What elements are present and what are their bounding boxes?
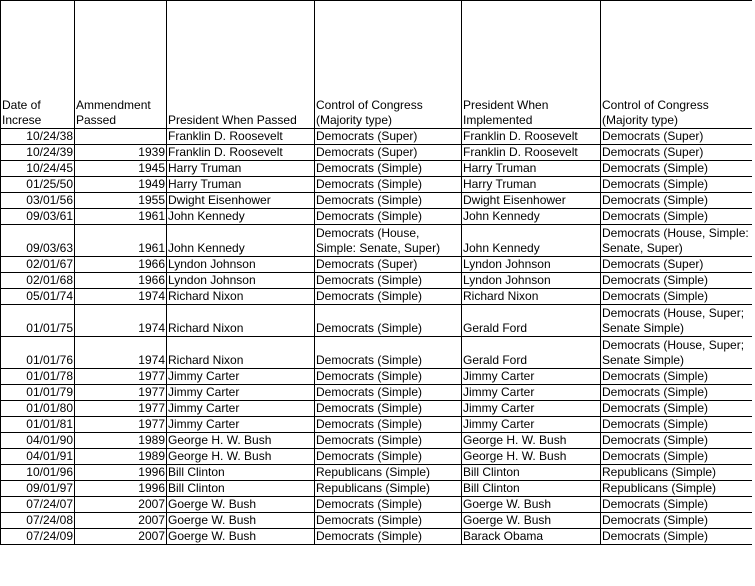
- cell-president-passed: John Kennedy: [167, 209, 315, 225]
- cell-date: 07/24/08: [1, 513, 75, 529]
- cell-president-passed: George H. W. Bush: [167, 433, 315, 449]
- cell-president-implemented: Goerge W. Bush: [462, 513, 601, 529]
- header-amendment: Ammendment Passed: [75, 1, 167, 129]
- cell-congress-passed: Democrats (Super): [315, 145, 462, 161]
- cell-amendment: 1989: [75, 433, 167, 449]
- table-header: [1, 1, 752, 129]
- cell-president-implemented: Gerald Ford: [462, 337, 601, 369]
- cell-amendment: 1966: [75, 257, 167, 273]
- table-row: [1, 433, 752, 449]
- cell-congress-passed: Democrats (Super): [315, 129, 462, 145]
- cell-date: 09/03/61: [1, 209, 75, 225]
- cell-congress-implemented: Democrats (Simple): [601, 209, 752, 225]
- cell-congress-passed: Democrats (Simple): [315, 209, 462, 225]
- cell-congress-implemented: Democrats (Simple): [601, 513, 752, 529]
- cell-president-implemented: George H. W. Bush: [462, 449, 601, 465]
- cell-date: 02/01/67: [1, 257, 75, 273]
- cell-amendment: [75, 129, 167, 145]
- cell-congress-implemented: Democrats (Simple): [601, 177, 752, 193]
- cell-president-passed: Franklin D. Roosevelt: [167, 145, 315, 161]
- header-president-implemented: President When Implemented: [462, 1, 601, 129]
- cell-date: 05/01/74: [1, 289, 75, 305]
- table-row: [1, 129, 752, 145]
- cell-president-passed: George H. W. Bush: [167, 449, 315, 465]
- table-row: [1, 497, 752, 513]
- cell-president-implemented: John Kennedy: [462, 225, 601, 257]
- table-row: [1, 305, 752, 337]
- table-row: [1, 449, 752, 465]
- cell-congress-passed: Democrats (Simple): [315, 369, 462, 385]
- cell-president-passed: Bill Clinton: [167, 465, 315, 481]
- cell-amendment: 1945: [75, 161, 167, 177]
- cell-president-implemented: Jimmy Carter: [462, 369, 601, 385]
- table-row: [1, 177, 752, 193]
- table-row: [1, 337, 752, 369]
- cell-congress-implemented: Democrats (Simple): [601, 369, 752, 385]
- cell-amendment: 1974: [75, 305, 167, 337]
- cell-date: 09/03/63: [1, 225, 75, 257]
- cell-congress-passed: Democrats (Simple): [315, 417, 462, 433]
- cell-amendment: 1977: [75, 369, 167, 385]
- header-congress-passed: Control of Congress (Majority type): [315, 1, 462, 129]
- cell-congress-implemented: Democrats (Simple): [601, 289, 752, 305]
- cell-president-passed: Jimmy Carter: [167, 369, 315, 385]
- cell-president-implemented: Lyndon Johnson: [462, 273, 601, 289]
- cell-congress-implemented: Democrats (Simple): [601, 433, 752, 449]
- cell-amendment: 1977: [75, 385, 167, 401]
- cell-amendment: 1966: [75, 273, 167, 289]
- cell-president-passed: Jimmy Carter: [167, 417, 315, 433]
- table-row: [1, 369, 752, 385]
- cell-president-passed: Goerge W. Bush: [167, 497, 315, 513]
- cell-amendment: 1977: [75, 417, 167, 433]
- cell-congress-implemented: Democrats (House, Super; Senate Simple): [601, 305, 752, 337]
- table-row: [1, 273, 752, 289]
- cell-amendment: 2007: [75, 513, 167, 529]
- cell-date: 02/01/68: [1, 273, 75, 289]
- cell-congress-passed: Democrats (Simple): [315, 177, 462, 193]
- cell-amendment: 1955: [75, 193, 167, 209]
- cell-president-passed: Harry Truman: [167, 177, 315, 193]
- cell-president-passed: Franklin D. Roosevelt: [167, 129, 315, 145]
- cell-date: 03/01/56: [1, 193, 75, 209]
- cell-amendment: 2007: [75, 497, 167, 513]
- cell-date: 04/01/91: [1, 449, 75, 465]
- cell-congress-implemented: Democrats (House, Simple: Senate, Super): [601, 225, 752, 257]
- cell-congress-passed: Democrats (Simple): [315, 401, 462, 417]
- cell-president-passed: Jimmy Carter: [167, 385, 315, 401]
- cell-amendment: 1939: [75, 145, 167, 161]
- cell-congress-passed: Republicans (Simple): [315, 481, 462, 497]
- table-row: [1, 401, 752, 417]
- cell-president-implemented: Harry Truman: [462, 177, 601, 193]
- cell-date: 10/24/38: [1, 129, 75, 145]
- cell-date: 07/24/09: [1, 529, 75, 545]
- cell-congress-implemented: Democrats (House, Super; Senate Simple): [601, 337, 752, 369]
- cell-congress-passed: Democrats (Simple): [315, 193, 462, 209]
- cell-date: 01/01/81: [1, 417, 75, 433]
- cell-date: 10/24/39: [1, 145, 75, 161]
- cell-amendment: 1961: [75, 225, 167, 257]
- cell-congress-passed: Democrats (House, Simple: Senate, Super): [315, 225, 462, 257]
- cell-date: 09/01/97: [1, 481, 75, 497]
- cell-congress-implemented: Democrats (Simple): [601, 385, 752, 401]
- cell-congress-implemented: Democrats (Simple): [601, 417, 752, 433]
- cell-president-implemented: Goerge W. Bush: [462, 497, 601, 513]
- cell-congress-passed: Democrats (Simple): [315, 385, 462, 401]
- cell-congress-passed: Democrats (Super): [315, 257, 462, 273]
- cell-date: 10/24/45: [1, 161, 75, 177]
- cell-congress-implemented: Democrats (Super): [601, 129, 752, 145]
- cell-congress-implemented: Democrats (Simple): [601, 401, 752, 417]
- cell-congress-passed: Democrats (Simple): [315, 497, 462, 513]
- cell-date: 10/01/96: [1, 465, 75, 481]
- cell-date: 01/25/50: [1, 177, 75, 193]
- table-row: [1, 193, 752, 209]
- header-date: Date of Increse: [1, 1, 75, 129]
- header-congress-implemented: Control of Congress (Majority type): [601, 1, 752, 129]
- header-president-passed: President When Passed: [167, 1, 315, 129]
- table-row: [1, 257, 752, 273]
- cell-president-passed: Bill Clinton: [167, 481, 315, 497]
- cell-amendment: 1996: [75, 481, 167, 497]
- cell-amendment: 2007: [75, 529, 167, 545]
- cell-congress-passed: Democrats (Simple): [315, 305, 462, 337]
- cell-amendment: 1996: [75, 465, 167, 481]
- cell-president-passed: Lyndon Johnson: [167, 257, 315, 273]
- cell-amendment: 1949: [75, 177, 167, 193]
- cell-date: 07/24/07: [1, 497, 75, 513]
- cell-president-implemented: Jimmy Carter: [462, 401, 601, 417]
- cell-congress-implemented: Republicans (Simple): [601, 465, 752, 481]
- table-row: [1, 513, 752, 529]
- cell-congress-passed: Democrats (Simple): [315, 289, 462, 305]
- cell-amendment: 1974: [75, 289, 167, 305]
- table-row: [1, 161, 752, 177]
- header-row: [1, 1, 752, 129]
- cell-president-implemented: Lyndon Johnson: [462, 257, 601, 273]
- cell-president-implemented: George H. W. Bush: [462, 433, 601, 449]
- cell-amendment: 1989: [75, 449, 167, 465]
- cell-amendment: 1977: [75, 401, 167, 417]
- cell-president-passed: Dwight Eisenhower: [167, 193, 315, 209]
- table-row: [1, 529, 752, 545]
- cell-date: 01/01/76: [1, 337, 75, 369]
- cell-president-implemented: Franklin D. Roosevelt: [462, 129, 601, 145]
- cell-president-passed: Richard Nixon: [167, 337, 315, 369]
- cell-congress-implemented: Democrats (Simple): [601, 273, 752, 289]
- cell-date: 01/01/80: [1, 401, 75, 417]
- table-row: [1, 481, 752, 497]
- cell-congress-passed: Democrats (Simple): [315, 513, 462, 529]
- cell-president-passed: John Kennedy: [167, 225, 315, 257]
- cell-president-implemented: John Kennedy: [462, 209, 601, 225]
- table-row: [1, 465, 752, 481]
- cell-president-implemented: Barack Obama: [462, 529, 601, 545]
- cell-date: 01/01/78: [1, 369, 75, 385]
- cell-congress-implemented: Democrats (Simple): [601, 529, 752, 545]
- cell-president-passed: Lyndon Johnson: [167, 273, 315, 289]
- cell-congress-passed: Democrats (Simple): [315, 337, 462, 369]
- cell-president-passed: Goerge W. Bush: [167, 513, 315, 529]
- cell-president-implemented: Franklin D. Roosevelt: [462, 145, 601, 161]
- cell-president-passed: Harry Truman: [167, 161, 315, 177]
- cell-president-implemented: Gerald Ford: [462, 305, 601, 337]
- cell-president-implemented: Dwight Eisenhower: [462, 193, 601, 209]
- cell-congress-passed: Democrats (Simple): [315, 529, 462, 545]
- cell-congress-implemented: Democrats (Super): [601, 145, 752, 161]
- cell-congress-implemented: Republicans (Simple): [601, 481, 752, 497]
- table-row: [1, 289, 752, 305]
- cell-congress-implemented: Democrats (Super): [601, 257, 752, 273]
- cell-congress-implemented: Democrats (Simple): [601, 497, 752, 513]
- cell-congress-implemented: Democrats (Simple): [601, 193, 752, 209]
- cell-congress-passed: Republicans (Simple): [315, 465, 462, 481]
- cell-date: 04/01/90: [1, 433, 75, 449]
- cell-president-passed: Richard Nixon: [167, 305, 315, 337]
- cell-amendment: 1961: [75, 209, 167, 225]
- cell-president-passed: Goerge W. Bush: [167, 529, 315, 545]
- table-row: [1, 225, 752, 257]
- table-row: [1, 145, 752, 161]
- cell-president-implemented: Jimmy Carter: [462, 385, 601, 401]
- cell-president-implemented: Harry Truman: [462, 161, 601, 177]
- cell-congress-passed: Democrats (Simple): [315, 433, 462, 449]
- table-row: [1, 385, 752, 401]
- cell-date: 01/01/75: [1, 305, 75, 337]
- cell-congress-passed: Democrats (Simple): [315, 273, 462, 289]
- cell-president-implemented: Bill Clinton: [462, 465, 601, 481]
- table-row: [1, 209, 752, 225]
- cell-congress-passed: Democrats (Simple): [315, 449, 462, 465]
- cell-president-passed: Jimmy Carter: [167, 401, 315, 417]
- cell-congress-implemented: Democrats (Simple): [601, 449, 752, 465]
- cell-congress-passed: Democrats (Simple): [315, 161, 462, 177]
- table-row: [1, 417, 752, 433]
- cell-amendment: 1974: [75, 337, 167, 369]
- cell-president-implemented: Richard Nixon: [462, 289, 601, 305]
- cell-president-passed: Richard Nixon: [167, 289, 315, 305]
- table-body: [1, 129, 752, 545]
- cell-president-implemented: Jimmy Carter: [462, 417, 601, 433]
- cell-congress-implemented: Democrats (Simple): [601, 161, 752, 177]
- cell-date: 01/01/79: [1, 385, 75, 401]
- cell-president-implemented: Bill Clinton: [462, 481, 601, 497]
